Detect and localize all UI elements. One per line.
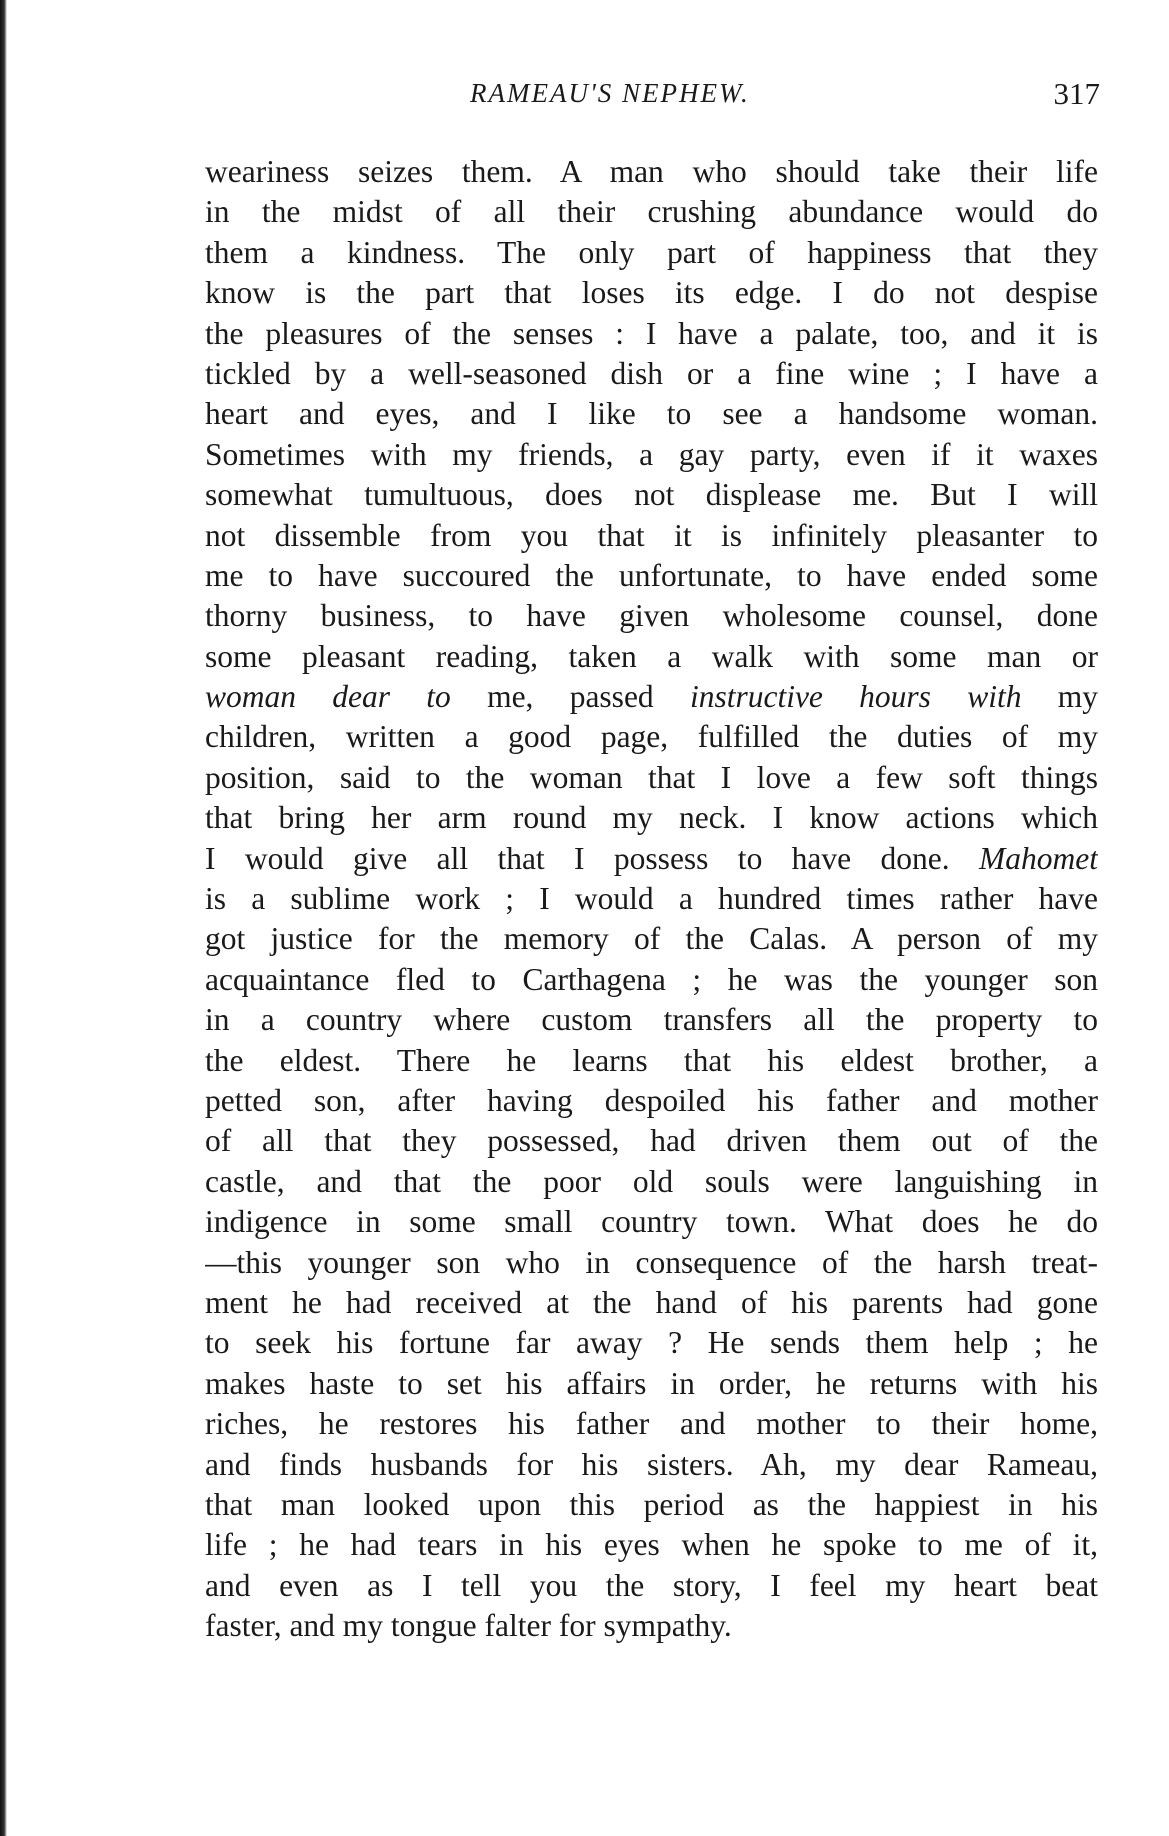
text-line: indigence in some small country town. What does he do [205, 1204, 1098, 1240]
text-line: to seek his fortune far away ? He sends them help ; he [205, 1325, 1098, 1361]
text-line: Sometimes with my friends, a gay party, even if it waxes [205, 436, 1098, 472]
text-line: me to have succoured the unfortunate, to have ended some [205, 557, 1098, 593]
text-line: them a kindness. The only part of happiness that they [205, 234, 1098, 270]
page-number: 317 [1053, 76, 1100, 111]
text-line: petted son, after having despoiled his father and mother [205, 1082, 1098, 1118]
text-line: that man looked upon this period as the happiest in his [205, 1486, 1098, 1522]
text-line: not dissemble from you that it is infinitely pleasanter to [205, 517, 1098, 553]
binding-edge [0, 0, 7, 1836]
text-line: in the midst of all their crushing abundance would do [205, 194, 1098, 230]
text-line: thorny business, to have given wholesome counsel, done [205, 598, 1098, 634]
text-line: weariness seizes them. A man who should take their life [205, 154, 1098, 189]
text-line: makes haste to set his affairs in order, he returns with his [205, 1365, 1098, 1401]
text-line: some pleasant reading, taken a walk with some man or [205, 638, 1098, 674]
text-line: tickled by a well-seasoned dish or a fine wine ; I have a [205, 355, 1098, 391]
text-line: castle, and that the poor old souls were languishing in [205, 1163, 1098, 1199]
text-line: of all that they possessed, had driven them out of the [205, 1123, 1098, 1159]
text-line: and even as I tell you the story, I feel my heart beat [205, 1567, 1098, 1603]
text-line: acquaintance fled to Carthagena ; he was the younger son [205, 961, 1098, 997]
text-line: position, said to the woman that I love a few soft things [205, 759, 1098, 795]
text-line: woman dear to me, passed instructive hours with my [205, 679, 1098, 715]
text-line: heart and eyes, and I like to see a handsome woman. [205, 396, 1098, 432]
text-line: faster, and my tongue falter for sympathy. [205, 1608, 732, 1644]
text-line: that bring her arm round my neck. I know actions which [205, 800, 1098, 836]
text-line: know is the part that loses its edge. I do not despise [205, 275, 1098, 311]
text-line: —this younger son who in consequence of the harsh treat- [205, 1244, 1098, 1280]
text-line: in a country where custom transfers all the property to [205, 1002, 1098, 1038]
text-line: somewhat tumultuous, does not displease me. But I will [205, 477, 1098, 513]
text-line: got justice for the memory of the Calas. A person of my [205, 921, 1098, 957]
text-line: the eldest. There he learns that his eldest brother, a [205, 1042, 1098, 1078]
text-line: I would give all that I possess to have done. Mahomet [205, 840, 1098, 876]
running-head [200, 78, 1100, 118]
text-line: life ; he had tears in his eyes when he spoke to me of it, [205, 1527, 1098, 1563]
text-line: ment he had received at the hand of his parents had gone [205, 1284, 1098, 1320]
body-text [205, 152, 1098, 1646]
text-line: children, written a good page, fulfilled the duties of my [205, 719, 1098, 755]
running-title: RAMEAU'S NEPHEW. [470, 78, 750, 108]
text-line: the pleasures of the senses : I have a palate, too, and it is [205, 315, 1098, 351]
text-line: and finds husbands for his sisters. Ah, my dear Rameau, [205, 1446, 1098, 1482]
text-line: riches, he restores his father and mother to their home, [205, 1406, 1098, 1442]
text-line: is a sublime work ; I would a hundred times rather have [205, 881, 1098, 917]
